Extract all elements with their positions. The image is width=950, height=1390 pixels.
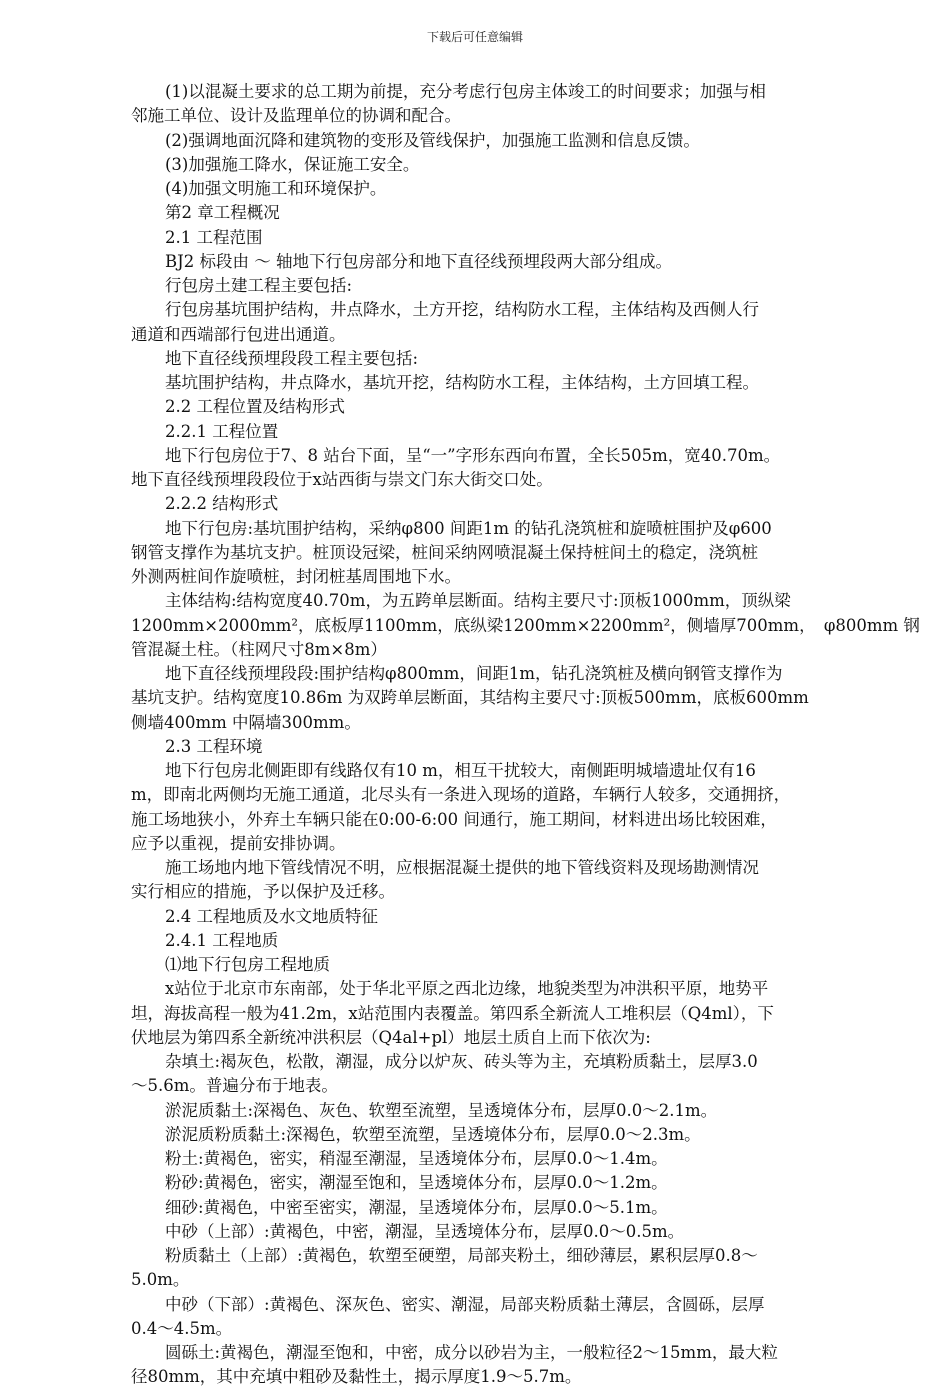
text-line: 粉质黏土（上部）:黄褐色，软塑至硬塑，局部夹粉土，细砂薄层，累积层厚0.8～ xyxy=(165,1246,758,1265)
document-body xyxy=(131,80,920,1390)
text-line: 2.4.1 工程地质 xyxy=(165,930,279,950)
text-line: m，即南北两侧均无施工通道，北尽头有一条进入现场的道路，车辆行人较多，交通拥挤， xyxy=(131,785,791,805)
text-line: 通道和西端部行包进出通道。 xyxy=(131,324,346,344)
text-line: (1)以混凝土要求的总工期为前提，充分考虑行包房主体竣工的时间要求；加强与相 xyxy=(165,82,766,101)
text-line: 圆砾土:黄褐色，潮湿至饱和，中密，成分以砂岩为主，一般粒径2～15mm，最大粒 xyxy=(165,1343,778,1362)
text-line: 2.2.2 结构形式 xyxy=(165,494,279,514)
text-line: ～5.6m。普遍分布于地表。 xyxy=(131,1076,338,1096)
text-line: 地下直径线预埋段段:围护结构φ800mm，间距1m，钻孔浇筑桩及横向钢管支撑作为 xyxy=(165,664,783,683)
text-line: 2.2.1 工程位置 xyxy=(165,421,279,441)
text-line: 1200mm×2000mm²，底板厚1100mm，底纵梁1200mm×2200mm²，侧墙厚700mm， φ800mm 钢 xyxy=(131,615,920,635)
text-line: 杂填土:褐灰色，松散，潮湿，成分以炉灰、砖头等为主，充填粉质黏土，层厚3.0 xyxy=(165,1052,758,1071)
text-line: 细砂:黄褐色，中密至密实，潮湿，呈透境体分布，层厚0.0～5.1m。 xyxy=(165,1197,668,1217)
text-line: 行包房基坑围护结构，井点降水，土方开挖，结构防水工程，主体结构及西侧人行 xyxy=(165,300,759,320)
text-line: 施工场地狭小，外弃土车辆只能在0:00-6:00 间通行，施工期间，材料进出场比较困难， xyxy=(131,809,777,829)
text-line: (4)加强文明施工和环境保护。 xyxy=(165,179,387,198)
text-line: ⑴地下行包房工程地质 xyxy=(165,955,330,974)
text-line: 粉砂:黄褐色，密实，潮湿至饱和，呈透境体分布，层厚0.0～1.2m。 xyxy=(165,1173,668,1193)
text-line: 2.2 工程位置及结构形式 xyxy=(165,397,345,417)
text-line: 外测两桩间作旋喷桩，封闭桩基周围地下水。 xyxy=(131,567,461,586)
text-line: 中砂（上部）:黄褐色，中密，潮湿，呈透境体分布，层厚0.0～0.5m。 xyxy=(165,1221,685,1241)
text-line: 2.4 工程地质及水文地质特征 xyxy=(165,906,378,926)
text-line: 行包房土建工程主要包括: xyxy=(165,276,353,295)
text-line: 地下行包房北侧距即有线路仅有10 m，相互干扰较大，南侧距明城墙遗址仅有16 xyxy=(165,761,756,780)
text-line: 实行相应的措施，予以保护及迁移。 xyxy=(131,882,395,902)
text-line: 伏地层为第四系全新统冲洪积层（Q4al+pl）地层土质自上而下依次为: xyxy=(131,1027,651,1047)
text-line: 管混凝土柱。（柱网尺寸8m×8m） xyxy=(131,639,387,659)
text-line: BJ2 标段由 ～ 轴地下行包房部分和地下直径线预埋段两大部分组成。 xyxy=(165,251,672,271)
text-line: 邻施工单位、设计及监理单位的协调和配合。 xyxy=(131,106,461,126)
text-line: 2.3 工程环境 xyxy=(165,736,263,756)
text-line: 地下直径线预埋段段位于x站西街与崇文门东大街交口处。 xyxy=(131,470,553,489)
text-line: 钢管支撑作为基坑支护。桩顶设冠梁，桩间采纳网喷混凝土保持桩间土的稳定，浇筑桩 xyxy=(131,542,758,562)
text-line: 0.4～4.5m。 xyxy=(131,1318,233,1338)
text-line: 粉土:黄褐色，密实，稍湿至潮湿，呈透境体分布，层厚0.0～1.4m。 xyxy=(165,1149,668,1168)
page-header-note: 下载后可任意编辑 xyxy=(426,30,523,44)
text-line: 径80mm，其中充填中粗砂及黏性土，揭示厚度1.9～5.7m。 xyxy=(131,1367,582,1387)
text-line: 5.0m。 xyxy=(131,1270,190,1290)
text-line: 2.1 工程范围 xyxy=(165,227,263,247)
text-line: (2)强调地面沉降和建筑物的变形及管线保护，加强施工监测和信息反馈。 xyxy=(165,130,700,150)
text-line: 地下行包房:基坑围护结构，采纳φ800 间距1m 的钻孔浇筑桩和旋喷桩围护及φ600 xyxy=(165,518,772,538)
text-line: 地下行包房位于7、8 站台下面，呈“一”字形东西向布置，全长505m，宽40.70m。 xyxy=(165,445,781,465)
text-line: (3)加强施工降水，保证施工安全。 xyxy=(165,154,420,174)
text-line: 地下直径线预埋段段工程主要包括: xyxy=(165,348,419,368)
text-line: 应予以重视，提前安排协调。 xyxy=(131,833,346,853)
text-line: 侧墙400mm 中隔墙300mm。 xyxy=(131,712,361,732)
text-line: 施工场地内地下管线情况不明，应根据混凝土提供的地下管线资料及现场勘测情况 xyxy=(165,858,759,877)
text-line: 基坑支护。结构宽度10.86m 为双跨单层断面，其结构主要尺寸:顶板500mm，底板600mm xyxy=(131,688,809,708)
text-line: 中砂（下部）:黄褐色、深灰色、密实、潮湿，局部夹粉质黏土薄层，含圆砾，层厚 xyxy=(165,1294,765,1314)
text-line: 淤泥质黏土:深褐色、灰色、软塑至流塑，呈透境体分布，层厚0.0～2.1m。 xyxy=(165,1100,718,1120)
text-line: 第2 章工程概况 xyxy=(165,203,280,223)
text-line: 淤泥质粉质黏土:深褐色，软塑至流塑，呈透境体分布，层厚0.0～2.3m。 xyxy=(165,1124,701,1144)
text-line: 坦，海拔高程一般为41.2m，x站范围内表覆盖。第四系全新流人工堆积层（Q4ml），下 xyxy=(131,1003,774,1023)
text-line: x站位于北京市东南部，处于华北平原之西北边缘，地貌类型为冲洪积平原，地势平 xyxy=(165,979,769,999)
text-line: 基坑围护结构，井点降水，基坑开挖，结构防水工程，主体结构，土方回填工程。 xyxy=(165,373,759,392)
text-line: 主体结构:结构宽度40.70m，为五跨单层断面。结构主要尺寸:顶板1000mm，顶纵梁 xyxy=(165,591,791,611)
